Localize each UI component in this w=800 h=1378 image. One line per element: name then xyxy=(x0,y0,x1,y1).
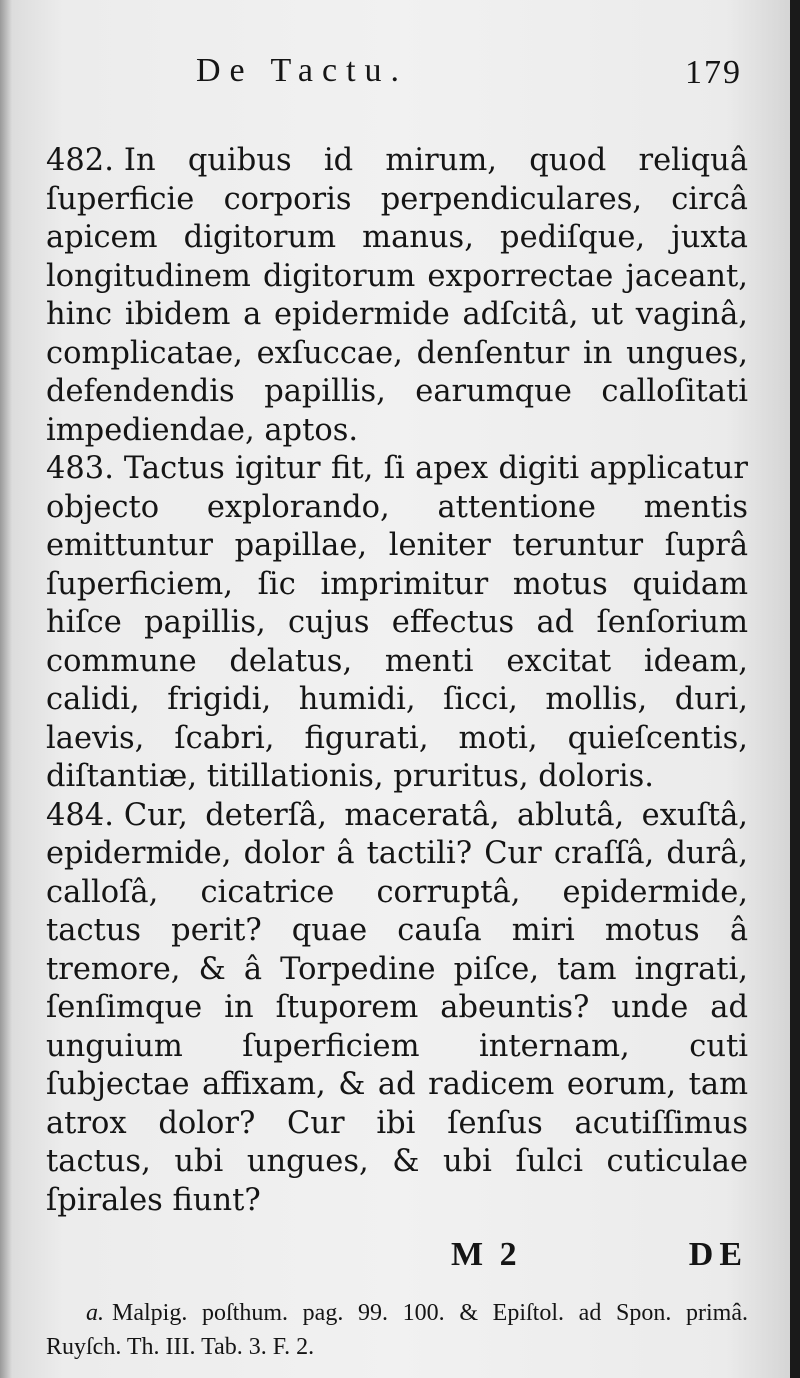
footnote xyxy=(46,1296,748,1364)
paragraph-number: 482. xyxy=(46,143,114,178)
paragraph-484 xyxy=(46,797,748,1221)
page-header xyxy=(46,52,748,102)
catchline xyxy=(46,1236,748,1286)
page-number: 179 xyxy=(685,54,742,91)
paragraph-483 xyxy=(46,450,748,797)
paragraph-text: In quibus id mirum, quod reliquâ ſuperficie corporis perpendiculares, circâ apicem digitorum manus, pediſque, juxta longitudinem digitorum exporrectae jaceant, hinc ibidem a epidermide adſcitâ, ut vaginâ, complicatae, exſuccae, denſentur in ungues, defendendis papillis, earumque calloſitati impediendae, aptos. xyxy=(46,143,748,448)
paragraph-text: Tactus igitur fit, ſi apex digiti applicatur objecto explorando, attentione mentis emittuntur papillae, leniter teruntur ſuprâ ſuperficiem, ſic imprimitur motus quidam hiſce papillis, cujus effectus ad ſenſorium commune delatus, menti excitat ideam, calidi, frigidi, humidi, ſicci, mollis, duri, laevis, ſcabri, figurati, moti, quieſcentis, diſtantiæ, titillationis, pruritus, doloris. xyxy=(46,451,748,794)
signature-mark: M 2 xyxy=(451,1236,521,1273)
footnote-mark: a. xyxy=(86,1300,104,1326)
paragraph-number: 483. xyxy=(46,451,114,486)
paragraph-number: 484. xyxy=(46,797,114,833)
page-gutter-shadow xyxy=(0,0,12,1378)
running-head: De Tactu. xyxy=(196,52,409,89)
paragraph-482 xyxy=(46,142,748,450)
footnote-text: Malpig. poſthum. pag. 99. 100. & Epiſtol. ad Spon. primâ. Ruyſch. Th. III. Tab. 3. F. 2. xyxy=(46,1300,748,1360)
catchword: DE xyxy=(688,1236,748,1273)
paragraph-text: Cur, deterſâ, maceratâ, ablutâ, exuſtâ, epidermide, dolor â tactili? Cur craſſâ, durâ, calloſâ, cicatrice corruptâ, epidermide, tactus perit? quae cauſa miri motus â tremore, & â Torpedine piſce, tam ingrati, ſenſimque in ſtuporem abeuntis? unde ad unguium ſuperficiem internam, cuti ſubjectae affixam, & ad radicem eorum, tam atrox dolor? Cur ibi ſenſus acutiſſimus tactus, ubi ungues, & ubi ſulci cuticulae ſpirales fiunt? xyxy=(46,797,748,1218)
